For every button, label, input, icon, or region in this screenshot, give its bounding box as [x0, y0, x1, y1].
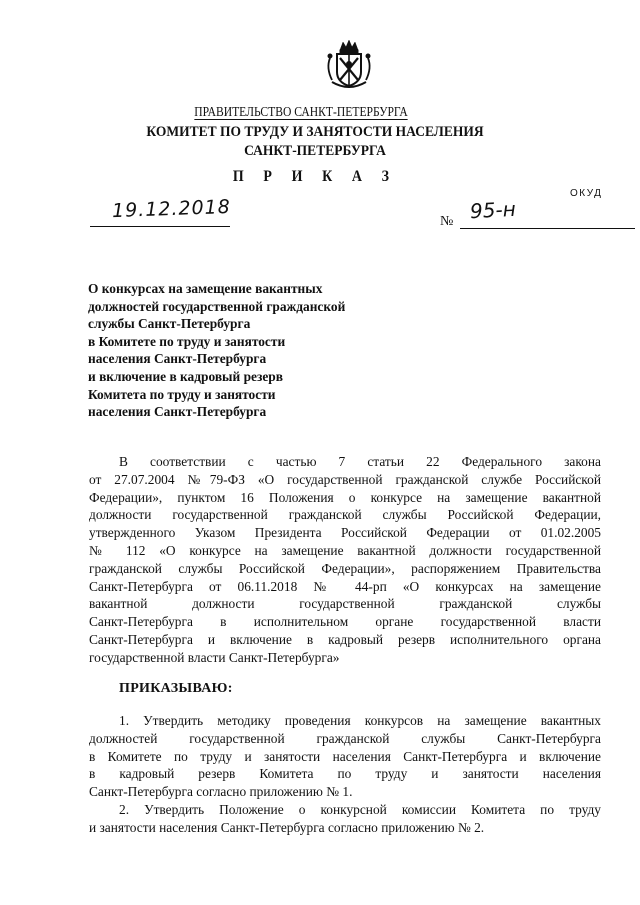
preamble-paragraph — [89, 453, 601, 667]
subject-line: Комитета по труду и занятости — [88, 386, 276, 402]
item2-line: 2. Утвердить Положение о конкурсной комиссии Комитета по труду — [119, 801, 601, 817]
government-name: ПРАВИТЕЛЬСТВО САНКТ-ПЕТЕРБУРГА — [194, 104, 408, 119]
item1-line: Санкт-Петербурга согласно приложению № 1. — [89, 784, 353, 800]
preamble-line: гражданской службы Российской Федерации», распоряжением Правительства — [89, 560, 601, 576]
preamble-line: утвержденного Указом Президента Российской Федерации от 01.02.2005 — [89, 525, 601, 541]
handwritten-date: 19.12.2018 — [111, 195, 232, 223]
number-underline — [460, 228, 635, 229]
order-items — [89, 712, 601, 837]
subject-line: и включение в кадровый резерв — [88, 368, 283, 384]
subject-line: должностей государственной гражданской — [88, 298, 346, 314]
item1-line: в Комитете по труду и занятости населения Санкт-Петербурга и включение — [89, 748, 601, 764]
preamble-line: Санкт-Петербурга и включение в кадровый резерв исполнительного органа — [89, 631, 601, 647]
number-sign: № — [440, 214, 454, 229]
subject-line: населения Санкт-Петербурга — [88, 351, 267, 367]
preamble-line: от 27.07.2004 №79-ФЗ «О государственной гражданской службе Российской — [89, 471, 601, 487]
preamble-line: Санкт-Петербурга от 06.11.2018 № 44-рп «О конкурсах на замещение — [89, 578, 601, 594]
preamble-line: государственной власти Санкт-Петербурга» — [89, 649, 340, 665]
date-underline — [90, 226, 230, 227]
preamble-line: № 112 «О конкурсе на замещение вакантной должности государственной — [89, 542, 601, 558]
item1-line: в кадровый резерв Комитета по труду и занятости населения — [89, 766, 601, 782]
preamble-line: должности государственной гражданской службы Российской Федерации, — [89, 507, 601, 523]
item1-line: должностей государственной гражданской службы Санкт-Петербурга — [89, 730, 601, 746]
item2-line: и занятости населения Санкт-Петербурга согласно приложению № 2. — [89, 819, 485, 835]
preamble-line: Санкт-Петербурга в исполнительном органе государственной власти — [89, 614, 601, 630]
coat-of-arms-icon — [324, 38, 374, 94]
okud-label: ОКУД — [570, 188, 603, 199]
preamble-line: вакантной должности государственной гражданской службы — [89, 596, 601, 612]
item1-line: 1. Утвердить методику проведения конкурсов на замещение вакантных — [119, 713, 601, 728]
subject-line: О конкурсах на замещение вакантных — [88, 281, 323, 296]
document-type: П Р И К А З — [232, 168, 398, 185]
preamble-line: В соответствии с частью 7 статьи 22 Федерального закона — [119, 454, 601, 469]
subject-line: в Комитете по труду и занятости — [88, 333, 286, 349]
preamble-line: Федерации», пунктом 16 Положения о конкурсе на замещение вакантной — [89, 489, 601, 505]
committee-name: КОМИТЕТ ПО ТРУДУ И ЗАНЯТОСТИ НАСЕЛЕНИЯ САНКТ-ПЕТЕРБУРГА — [146, 124, 484, 159]
subject-line: службы Санкт-Петербурга — [88, 316, 251, 332]
order-heading: ПРИКАЗЫВАЮ: — [119, 681, 233, 696]
handwritten-number: 95-н — [469, 196, 517, 224]
subject-line: населения Санкт-Петербурга — [88, 404, 267, 420]
order-subject — [88, 280, 345, 421]
